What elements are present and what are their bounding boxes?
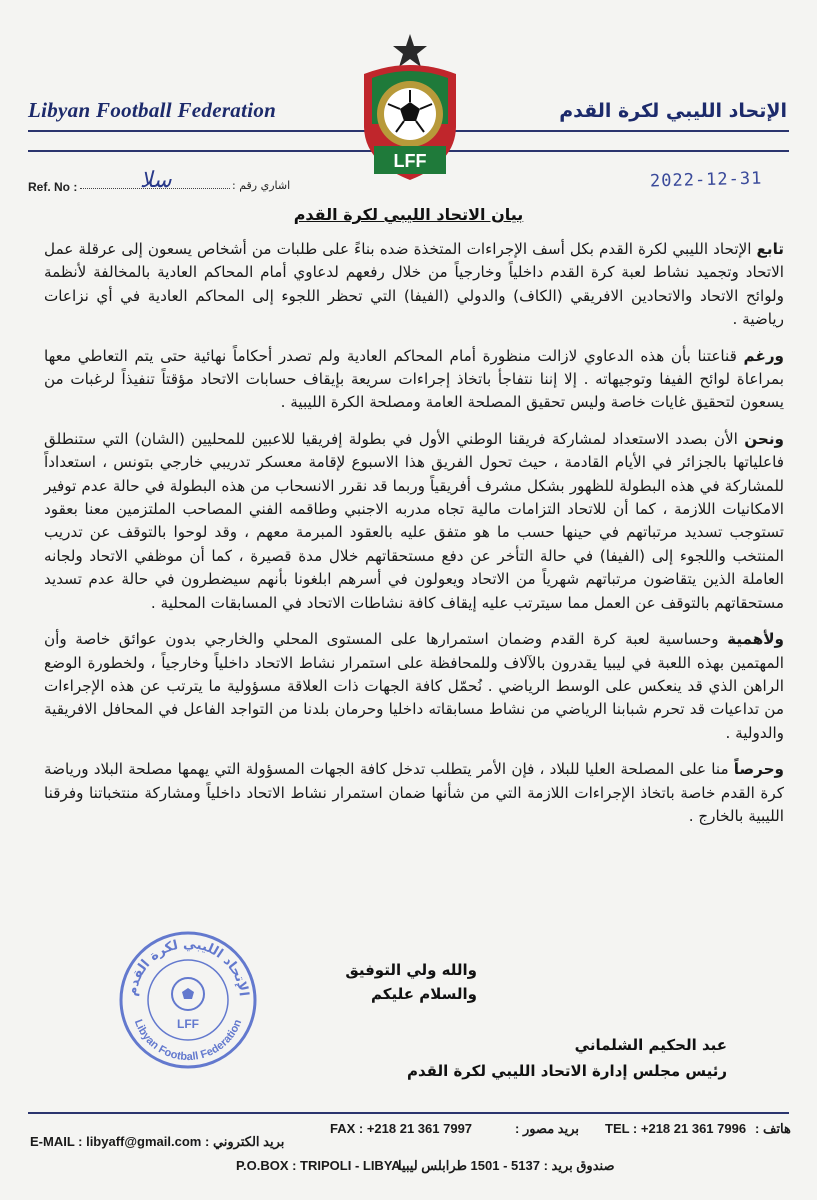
date-handwritten: 2022-12-31 — [649, 168, 763, 192]
footer-fax: FAX : +218 21 361 7997 — [330, 1121, 473, 1136]
header-org-english: Libyan Football Federation — [28, 98, 277, 122]
footer-pobox-arabic: صندوق بريد : 5137 - 1501 طرابلس ليبيا — [398, 1158, 615, 1173]
header-org-arabic: الإتحاد الليبي لكرة القدم — [559, 100, 787, 122]
stamp-arabic-text: الإتحاد الليبي لكرة القدم — [125, 936, 251, 998]
closing — [345, 958, 477, 1006]
ref-label: Ref. No : — [28, 180, 78, 194]
star-icon — [393, 34, 427, 67]
footer-tel-arabic: هاتف : — [755, 1121, 791, 1136]
ref-handwritten-number: سلا — [140, 168, 172, 193]
statement-body — [44, 238, 784, 841]
closing-line-2: والسلام عليكم — [371, 985, 477, 1003]
stamp-center-text: LFF — [177, 1017, 199, 1031]
footer-email: E-MAIL : libyaff@gmail.com — [30, 1134, 202, 1149]
paragraph-1: تابع الإتحاد الليبي لكرة القدم بكل أسف الإجراءات المتخذة ضده بناءً على طلبات من أشخاص يسعون إلى عرقلة عمل الاتحاد وتجميد نشاط لعبة كرة القدم داخلياً وخارجياً من خلال رفعهم لدعاوي أمام المحاكم العادية بالمخالفة لأنظمة ولوائح الاتحاد والاتحادين الافريقي (الكاف) والدولي (الفيفا) التي تحظر اللجوء إلى المحاكم العادية في أي نزاعات رياضية . — [44, 240, 784, 329]
signatory-position: رئيس مجلس إدارة الاتحاد الليبي لكرة القدم — [407, 1062, 727, 1080]
lff-logo — [352, 34, 468, 184]
footer-fax-arabic: بريد مصور : — [515, 1121, 580, 1136]
closing-line-1: والله ولي التوفيق — [345, 961, 477, 979]
official-stamp — [118, 930, 258, 1070]
footer-pobox: P.O.BOX : TRIPOLI - LIBYA — [236, 1158, 401, 1173]
ref-label-arabic: اشاري رقم : — [232, 179, 291, 192]
footer-rule — [28, 1112, 789, 1114]
paragraph-3: ونحن الأن بصدد الاستعداد لمشاركة فريقنا الوطني الأول في بطولة إفريقيا للاعبين للمحليين (الشان) التي ستنطلق فاعلياتها بالجزائر في الأيام القادمة ، حيث تحول الفريق هذا الاسبوع لإقامة معسكر تدريبي خارجي بتونس ، استعداداً للمشاركة في هذه البطولة للظهور بشكل مشرف أفريقياً وربما قد نقرر الانسحاب من هذه البطولة في حالة عدم توفير الامكانيات اللازمة ، كما أن للاتحاد التزامات مالية تجاه مدربه الاجنبي وطاقمه الفني المصاحب الملتزمين معنا بعقود تستوجب تسديد مرتباتهم في حينها حسب ما هو متفق عليه بالعقود المبرمة معهم ، وقد لوحوا بالتوقف عن تدريب المنتخب واللجوء إلى (الفيفا) في حالة التأخر عن دفع مستحقاتهم خلال مدة قصيرة ، كما أن موظفي الاتحاد ولجانه العاملة الذين يتقاضون مرتباتهم شهرياً من الاتحاد ويعولون في أسرهم ابلغونا بأنهم سيضطرون في حالة عدم تسديد مستحقاتهم بالتوقف عن العمل مما سيترتب عليه إيقاف كافة نشاطات الاتحاد في المسابقات المحلية . — [44, 429, 784, 612]
paragraph-5: وحرصاً منا على المصلحة العليا للبلاد ، فإن الأمر يتطلب تدخل كافة الجهات المسؤولة التي يهمها مصلحة البلاد ورياضة كرة القدم خاصة باتخاذ الإجراءات اللازمة التي من شأنها ضمان استمرار نشاط الاتحاد داخلياً ومشاركة منتخباتنا وفرقنا الليبية بالخارج . — [44, 760, 784, 825]
footer-email-arabic: بريد الكتروني : — [205, 1134, 285, 1149]
signatory-name: عبد الحكيم الشلماني — [574, 1036, 727, 1054]
paragraph-2: ورغم قناعتنا بأن هذه الدعاوي لازالت منظورة أمام المحاكم العادية ولم تصدر أحكاماً نهائية حتى يتم التعاطي معها بمراعاة لوائح الفيفا وتوجيهاته . إلا إننا نتفاجأ باتخاذ إجراءات سريعة بإيقاف حسابات الاتحاد مؤقتاً تنفيذاً لرغبات من يسعون لتحقيق غايات خاصة وليس تحقيق المصلحة العامة ومصلحة الكرة الليبية . — [44, 346, 784, 412]
footer-tel: TEL : +218 21 361 7996 — [605, 1121, 747, 1136]
logo-text: LFF — [393, 151, 427, 171]
signature-block — [407, 1032, 727, 1084]
statement-title: بيان الاتحاد الليبي لكرة القدم — [293, 205, 524, 224]
stamp-english-text: Libyan Football Federation — [131, 1017, 245, 1064]
paragraph-4: ولأهمية وحساسية لعبة كرة القدم وضمان استمرارها على المستوى المحلي والخارجي بدون عوائق خاصة وأن المهتمين بهذه اللعبة في ليبيا يقدرون بالآلاف وللمحافظة على استمرار نشاط الاتحاد داخلياً وخارجياً ، ولخطورة الوضع الراهن الذي قد ينعكس على الوسط الرياضي . نُحمّل كافة الجهات ذات العلاقة مسؤولية ما يترتب عن هذه الإجراءات من تداعيات قد تحرم شبابنا الرياضي من نشاط مسابقاته داخليا وحرمان بلدنا من التواجد الفاعل في المحافل الافريقية والدولية . — [44, 630, 784, 742]
